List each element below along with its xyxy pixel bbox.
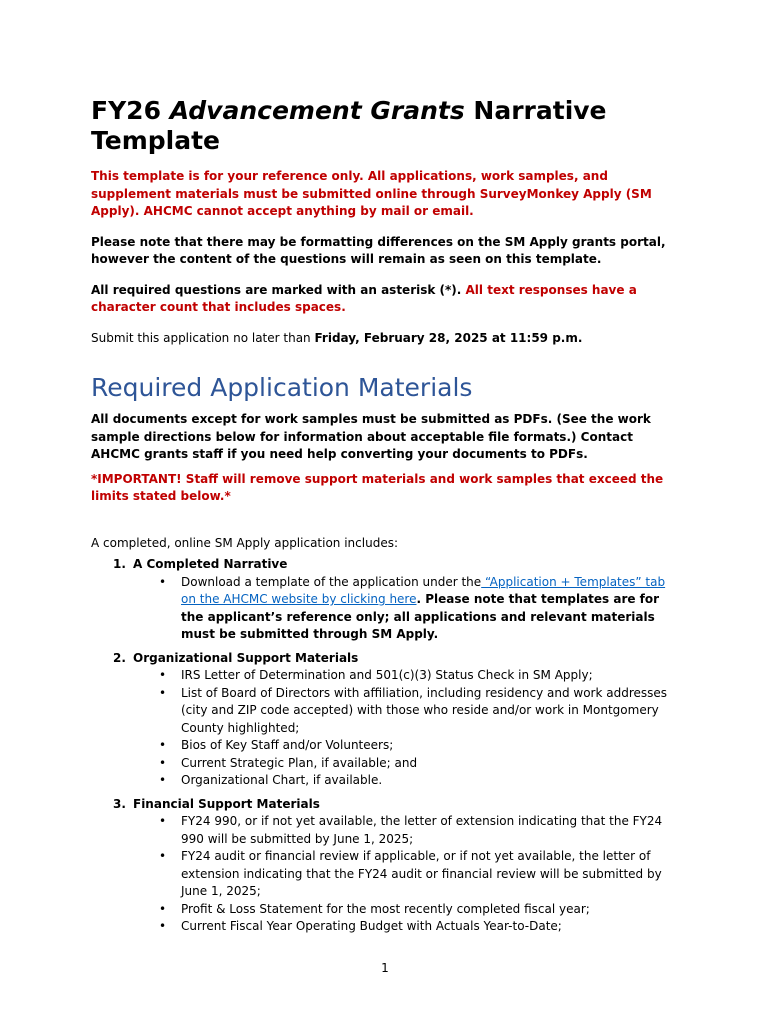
section-heading: Required Application Materials [91,373,473,402]
list-item: 2. Organizational Support Materials • IRS Letter of Determination and 501(c)(3) Status Check in SM Apply; • List of Board of Directors with affiliation, including residency and work addresses (city and ZIP code accepted) with those who reside and/or work in Montgomery County highlighted; • Bios of Key Staff and/or Volunteers; • Current Strategic Plan, if available; and • Organizational Chart, if available. [91,650,681,790]
pdf-requirement-note: All documents except for work samples must be submitted as PDFs. (See the work sample directions below for information about acceptable file formats.) Contact AHCMC grants staff if you need help converting your documents to PDFs. [91,412,651,461]
list-item-heading: Organizational Support Materials [133,650,359,665]
reference-only-notice: This template is for your reference only. All applications, work samples, and supplement materials must be submitted online through SurveyMonkey Apply (SM Apply). AHCMC cannot accept anything by mail or email. [91,169,652,218]
document-page [91,96,681,936]
list-bullet: • Download a template of the application under the “Application + Templates” tab on the AHCMC website by clicking here. Please note that templates are for the applicant’s reference only; all applications and relevant materials must be submitted through SM Apply. [159,574,666,641]
list-bullet: • Bios of Key Staff and/or Volunteers; [159,738,394,752]
required-questions-note: All required questions are marked with an asterisk (*). All text responses have a character count that includes spaces. [91,282,637,314]
list-item: 1. A Completed Narrative • Download a template of the application under the “Application + Templates” tab on the AHCMC website by clicking here. Please note that templates are for the applicant’s reference only; all applications and relevant materials must be submitted through SM Apply. [91,556,681,644]
list-bullet: • Current Fiscal Year Operating Budget with Actuals Year-to-Date; [159,919,562,933]
page-number: 1 [381,961,389,975]
list-bullet: • IRS Letter of Determination and 501(c)(3) Status Check in SM Apply; [159,668,593,682]
list-item: 3. Financial Support Materials • FY24 990, or if not yet available, the letter of extension indicating that the FY24 990 will be submitted by June 1, 2025; • FY24 audit or financial review if applicable, or if not yet available, the letter of extension indicating that the FY24 audit or financial review will be submitted by June 1, 2025; • Profit & Loss Statement for the most recently completed fiscal year; • Current Fiscal Year Operating Budget with Actuals Year-to-Date; [91,796,681,936]
document-title: FY26 Advancement Grants Narrative Template [91,96,607,155]
list-bullet: • List of Board of Directors with affiliation, including residency and work addresses (city and ZIP code accepted) with those who reside and/or work in Montgomery County highlighted; [159,685,668,735]
list-bullet: • Current Strategic Plan, if available; and [159,755,418,770]
list-intro: A completed, online SM Apply application includes: [91,535,398,550]
formatting-note: Please note that there may be formatting differences on the SM Apply grants portal, however the content of the questions will remain as seen on this template. [91,234,666,266]
list-item-heading: Financial Support Materials [133,796,320,811]
deadline-note: Submit this application no later than Friday, February 28, 2025 at 11:59 p.m. [91,330,583,345]
materials-list [91,556,681,936]
list-item-heading: A Completed Narrative [133,557,288,571]
list-bullet: • FY24 990, or if not yet available, the letter of extension indicating that the FY24 990 will be submitted by June 1, 2025; [159,814,663,846]
templates-link[interactable]: “Application + Templates” tab on the AHCMC website by clicking here [181,574,666,606]
list-bullet: • Profit & Loss Statement for the most recently completed fiscal year; [159,901,590,916]
deadline-date: Friday, February 28, 2025 at 11:59 p.m. [314,330,583,345]
character-count-note: All text responses have a character count that includes spaces. [91,282,637,314]
title-italic: Advancement Grants [169,96,465,125]
list-bullet: • FY24 audit or financial review if applicable, or if not yet available, the letter of extension indicating that the FY24 audit or financial review will be submitted by June 1, 2025; [159,849,662,898]
important-note: *IMPORTANT! Staff will remove support materials and work samples that exceed the limits stated below.* [91,471,664,503]
list-bullet: • Organizational Chart, if available. [159,773,383,787]
